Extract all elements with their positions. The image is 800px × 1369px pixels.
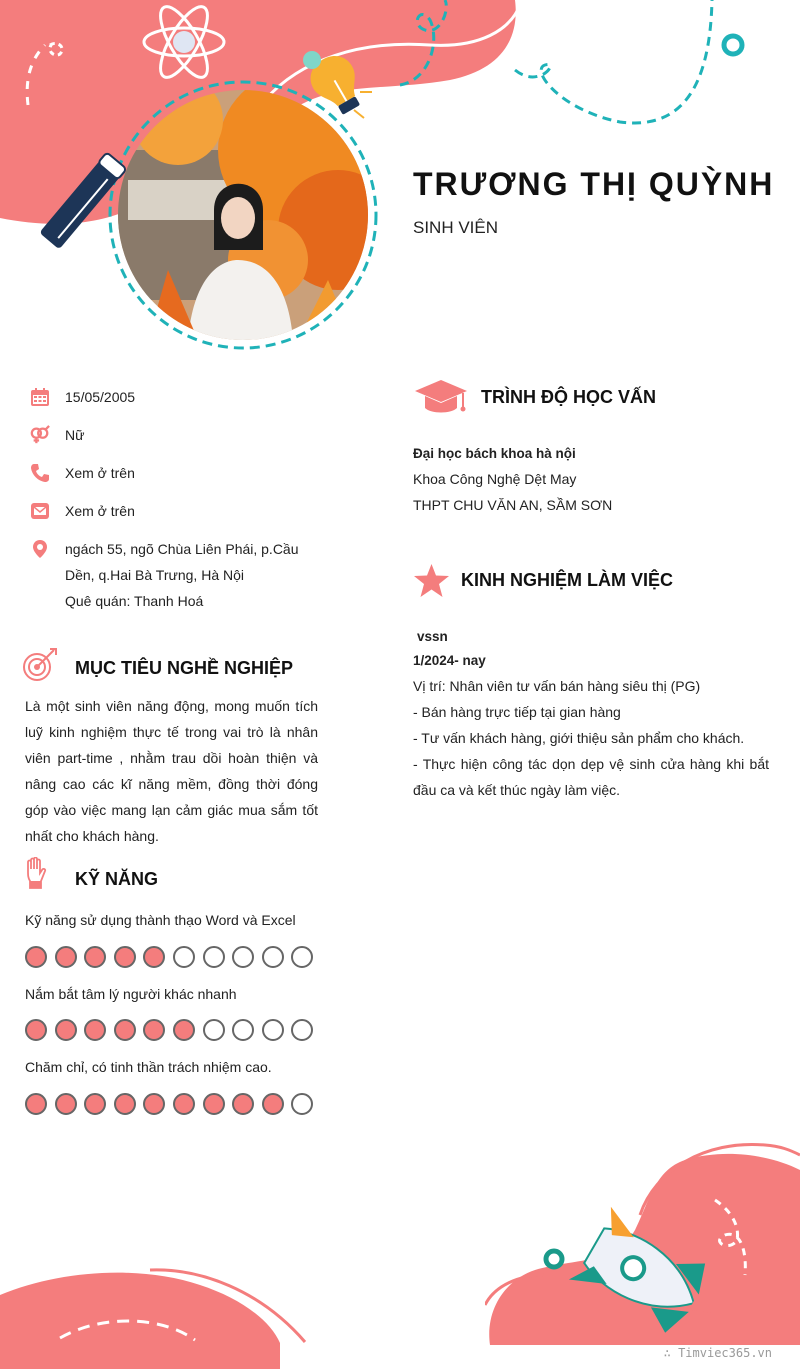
- candidate-name: TRƯƠNG THỊ QUỲNH: [413, 166, 775, 202]
- hometown-text: Quê quán: Thanh Hoá: [65, 593, 204, 609]
- address-line-2: Dền, q.Hai Bà Trưng, Hà Nội: [65, 567, 245, 583]
- marker-icon: [35, 150, 130, 255]
- gender-icon: [30, 425, 50, 445]
- skill-name: Nắm bắt tâm lý người khác nhanh: [25, 986, 237, 1002]
- objective-line: Là một sinh viên năng động, mong muốn tích: [25, 698, 318, 714]
- rating-dot-filled: [143, 946, 165, 968]
- birthdate-text: 15/05/2005: [65, 389, 136, 405]
- duty-line: đầu ca và kết thúc ngày làm việc.: [413, 782, 620, 798]
- email-row: [30, 498, 330, 524]
- objective-line: luỹ kinh nghiệm thực tế trong vai trò là nhân: [25, 724, 318, 740]
- skill-rating: [25, 946, 325, 968]
- rating-dot-filled: [84, 946, 106, 968]
- rating-dot-filled: [25, 946, 47, 968]
- rating-dot-filled: [55, 1019, 77, 1041]
- rating-dot-filled: [232, 1093, 254, 1115]
- duty-line: - Thực hiện công tác dọn dẹp vệ sinh cửa hàng khi bắt: [413, 756, 769, 772]
- education-title: TRÌNH ĐỘ HỌC VẤN: [481, 387, 656, 407]
- skill-name: Kỹ năng sử dụng thành thạo Word và Excel: [25, 912, 296, 928]
- envelope-icon: [30, 501, 50, 521]
- rating-dot-filled: [143, 1093, 165, 1115]
- rating-dot-empty: [203, 946, 225, 968]
- rating-dot-filled: [25, 1093, 47, 1115]
- skills-title: KỸ NĂNG: [75, 869, 159, 889]
- atom-icon: [140, 3, 228, 81]
- rating-dot-empty: [291, 1019, 313, 1041]
- job-duties: [413, 699, 769, 803]
- phone-icon: [30, 463, 50, 483]
- rating-dot-filled: [84, 1019, 106, 1041]
- phone-text: Xem ở trên: [65, 465, 135, 481]
- objective-text: [25, 693, 318, 849]
- objective-title: MỤC TIÊU NGHỀ NGHIỆP: [75, 658, 294, 678]
- profile-photo: [118, 90, 368, 340]
- experience-title: KINH NGHIỆM LÀM VIỆC: [461, 570, 674, 590]
- skill-rating: [25, 1019, 325, 1041]
- address-row: [30, 536, 330, 616]
- rating-dot-filled: [55, 1093, 77, 1115]
- address-line-1: ngách 55, ngõ Chùa Liên Phái, p.Cầu: [65, 541, 299, 557]
- objective-line: nâng cao các kĩ năng mềm, đồng thời đóng: [25, 776, 318, 792]
- email-text: Xem ở trên: [65, 503, 135, 519]
- rating-dot-empty: [262, 946, 284, 968]
- rating-dot-empty: [173, 946, 195, 968]
- rating-dot-filled: [114, 1019, 136, 1041]
- rating-dot-filled: [55, 946, 77, 968]
- rating-dot-filled: [262, 1093, 284, 1115]
- rating-dot-filled: [25, 1019, 47, 1041]
- rating-dot-filled: [143, 1019, 165, 1041]
- rating-dot-filled: [173, 1093, 195, 1115]
- company-name: vssn: [417, 629, 448, 644]
- bottom-right-decoration: [485, 1140, 800, 1345]
- highschool-name: THPT CHU VĂN AN, SẦM SƠN: [413, 497, 613, 513]
- rating-dot-empty: [291, 946, 313, 968]
- objective-line: góp vào việc mang lạn cảm giác mua sắm tốt: [25, 802, 318, 818]
- rating-dot-empty: [232, 1019, 254, 1041]
- gender-text: Nữ: [65, 427, 85, 443]
- target-icon: [22, 647, 58, 683]
- birthdate-row: [30, 384, 330, 410]
- rating-dot-filled: [114, 946, 136, 968]
- faculty-name: Khoa Công Nghệ Dệt May: [413, 471, 577, 487]
- graduation-cap-icon: [413, 378, 469, 416]
- star-icon: [413, 563, 450, 598]
- phone-row: [30, 460, 330, 486]
- calendar-icon: [30, 387, 50, 407]
- bottom-left-decoration: [0, 1260, 320, 1369]
- duty-line: - Bán hàng trực tiếp tại gian hàng: [413, 704, 621, 720]
- candidate-role: SINH VIÊN: [413, 218, 499, 237]
- rating-dot-empty: [232, 946, 254, 968]
- work-period: 1/2024- nay: [413, 653, 486, 668]
- objective-line: nhất cho khách hàng.: [25, 828, 159, 844]
- rating-dot-filled: [84, 1093, 106, 1115]
- watermark: ∴ Timviec365.vn: [663, 1346, 772, 1360]
- skill-rating: [25, 1093, 325, 1115]
- gender-row: [30, 422, 330, 448]
- job-position: Vị trí: Nhân viên tư vấn bán hàng siêu thị (PG): [413, 678, 701, 694]
- duty-line: - Tư vấn khách hàng, giới thiệu sản phẩm cho khách.: [413, 730, 745, 746]
- location-pin-icon: [30, 539, 50, 559]
- address-block: [65, 536, 325, 614]
- rating-dot-filled: [203, 1093, 225, 1115]
- rating-dot-filled: [114, 1093, 136, 1115]
- rating-dot-empty: [262, 1019, 284, 1041]
- school-name: Đại học bách khoa hà nội: [413, 446, 576, 461]
- raised-hand-icon: [24, 857, 48, 889]
- skill-name: Chăm chỉ, có tinh thần trách nhiệm cao.: [25, 1059, 272, 1075]
- objective-line: viên part-time , nhằm trau dồi hoàn thiện và: [25, 750, 318, 766]
- rating-dot-empty: [203, 1019, 225, 1041]
- rating-dot-empty: [291, 1093, 313, 1115]
- rating-dot-filled: [173, 1019, 195, 1041]
